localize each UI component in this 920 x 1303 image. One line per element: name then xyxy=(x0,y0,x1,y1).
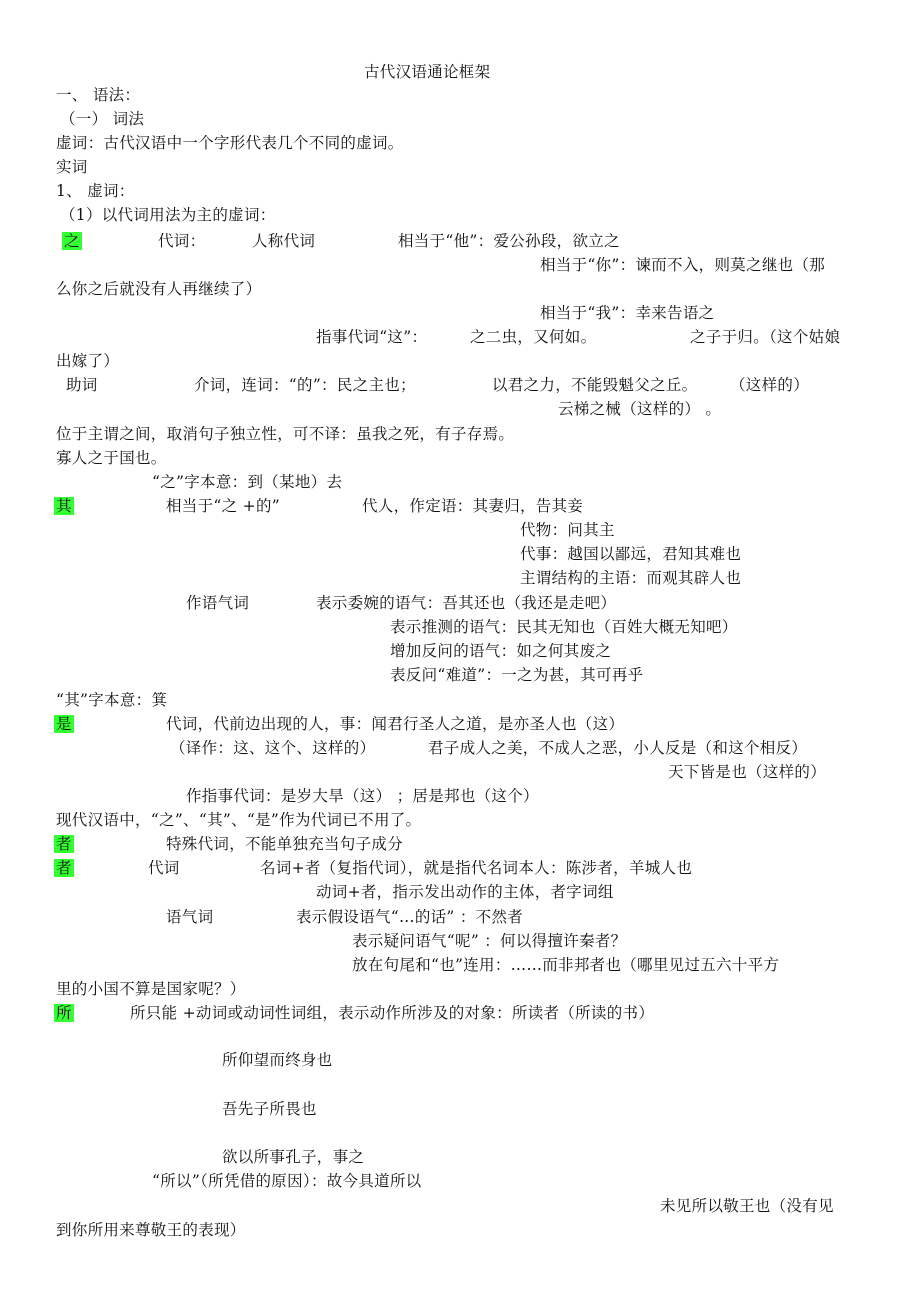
text-line: 相当于“之 +的” xyxy=(166,497,280,515)
text-line: 到你所用来尊敬王的表现） xyxy=(56,1221,246,1239)
text-line: 寡人之于国也。 xyxy=(56,449,167,467)
text-line: 天下皆是也（这样的） xyxy=(668,763,827,781)
text-line: 之二虫，又何如。 xyxy=(470,328,597,346)
text-line: 以君之力，不能毁魁父之丘。 xyxy=(492,376,698,394)
text-line: 1、 虚词： xyxy=(56,182,135,200)
highlight-shi: 是 xyxy=(56,715,72,733)
text-line: （译作：这、这个、这样的） xyxy=(170,739,376,757)
highlight-suo: 所 xyxy=(56,1004,72,1022)
text-line: 人称代词 xyxy=(252,232,316,250)
text-line: 作语气词 xyxy=(186,594,250,612)
text-line: 介词，连词：“的”：民之主也； xyxy=(194,376,416,394)
text-line: 特殊代词，不能单独充当句子成分 xyxy=(166,835,404,853)
text-line: 增加反问的语气：如之何其废之 xyxy=(390,642,612,660)
highlighted-term-zhe-2 xyxy=(54,858,74,878)
text-line: 指事代词“这”： xyxy=(316,328,428,346)
text-line: 代词，代前边出现的人，事：闻君行圣人之道，是亦圣人也（这） xyxy=(166,715,625,733)
text-line: 相当于“我”：幸来告语之 xyxy=(540,304,715,322)
text-line: 名词+者（复指代词），就是指代名词本人：陈涉者，羊城人也 xyxy=(260,859,693,877)
text-line: 欲以所事孔子，事之 xyxy=(222,1148,365,1166)
text-line: “其”字本意：箕 xyxy=(56,691,168,709)
highlight-zhe-1: 者 xyxy=(56,835,72,853)
text-line: 位于主谓之间，取消句子独立性，可不译：虽我之死，有子存焉。 xyxy=(56,425,515,443)
section-heading-grammar: 一、 语法： xyxy=(56,86,141,104)
highlighted-term-zhi xyxy=(62,231,82,251)
text-line: 现代汉语中，“之”、“其”、“是”作为代词已不用了。 xyxy=(56,811,422,829)
text-line: 云梯之械（这样的） 。 xyxy=(558,400,722,418)
text-line: 代词： xyxy=(158,232,206,250)
text-line: 相当于“你”：谏而不入，则莫之继也（那 xyxy=(540,256,826,274)
text-line: 作指事代词：是岁大旱（这） ；居是邦也（这个） xyxy=(186,787,539,805)
text-line: 虚词：古代汉语中一个字形代表几个不同的虚词。 xyxy=(56,134,404,152)
text-line: 放在句尾和“也”连用：……而非邦者也（哪里见过五六十平方 xyxy=(352,956,780,974)
text-line: 主谓结构的主语：而观其辟人也 xyxy=(520,569,742,587)
text-line: 君子成人之美，不成人之恶，小人反是（和这个相反） xyxy=(428,739,808,757)
highlighted-term-qi xyxy=(54,496,74,516)
text-line: 助词 xyxy=(66,376,98,394)
text-line: 之子于归。（这个姑娘 xyxy=(690,328,841,346)
text-line: 动词+者，指示发出动作的主体，者字词组 xyxy=(316,883,614,901)
text-line: 么你之后就没有人再继续了） xyxy=(56,280,262,298)
document-title: 古代汉语通论框架 xyxy=(364,63,491,81)
text-line: 表示假设语气“…的话” ：不然者 xyxy=(296,908,524,926)
highlight-qi: 其 xyxy=(56,497,72,515)
highlight-zhi: 之 xyxy=(64,232,80,250)
text-line: 语气词 xyxy=(166,908,214,926)
text-line: 吾先子所畏也 xyxy=(222,1100,317,1118)
text-line: 所只能 +动词或动词性词组，表示动作所涉及的对象：所读者（所读的书） xyxy=(130,1004,655,1022)
subsection-heading-morphology: （一） 词法 xyxy=(60,110,145,128)
text-line: 代人，作定语：其妻归，告其妾 xyxy=(362,497,584,515)
highlighted-term-zhe-1 xyxy=(54,834,74,854)
text-line: （1）以代词用法为主的虚词： xyxy=(60,206,276,224)
text-line: “之”字本意：到（某地）去 xyxy=(152,473,343,491)
text-line: 表反问“难道”：一之为甚，其可再乎 xyxy=(390,666,644,684)
text-line: （这样的） xyxy=(730,376,810,394)
highlight-zhe-2: 者 xyxy=(56,859,72,877)
text-line: 代物：问其主 xyxy=(520,521,615,539)
text-line: 实词 xyxy=(56,158,88,176)
text-line: “所以”（所凭借的原因）：故今具道所以 xyxy=(152,1172,422,1190)
text-line: 表示委婉的语气：吾其还也（我还是走吧） xyxy=(316,594,617,612)
highlighted-term-shi xyxy=(54,714,74,734)
text-line: 代词 xyxy=(148,859,180,877)
text-line: 表示推测的语气：民其无知也（百姓大概无知吧） xyxy=(390,618,738,636)
highlighted-term-suo xyxy=(54,1003,74,1023)
text-line: 代事：越国以鄙远，君知其难也 xyxy=(520,545,742,563)
text-line: 出嫁了） xyxy=(56,352,120,370)
text-line: 未见所以敬王也（没有见 xyxy=(660,1197,834,1215)
text-line: 所仰望而终身也 xyxy=(222,1051,333,1069)
text-line: 相当于“他”：爱公孙段，欲立之 xyxy=(398,232,620,250)
text-line: 里的小国不算是国家呢？） xyxy=(56,980,246,998)
text-line: 表示疑问语气“呢” ：何以得擅许秦者？ xyxy=(352,932,627,950)
